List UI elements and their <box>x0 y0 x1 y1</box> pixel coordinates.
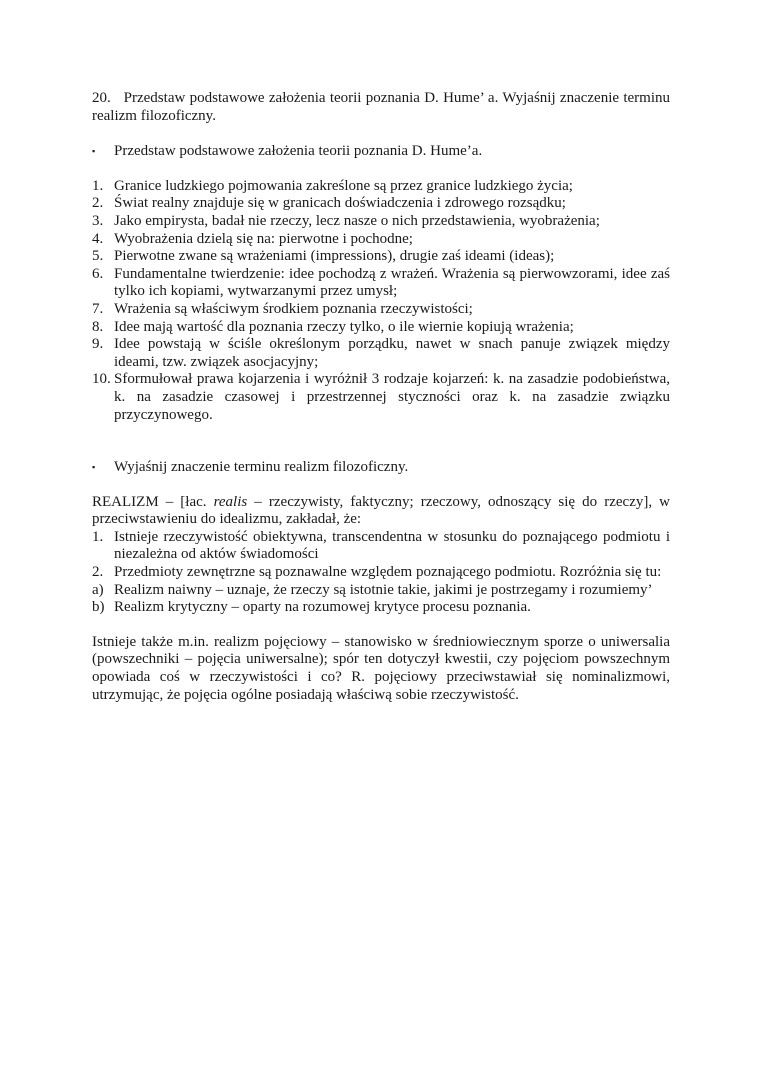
list-item: 7. Wrażenia są właściwym środkiem poznania rzeczywistości; <box>92 300 473 317</box>
square-bullet-icon: ▪ <box>92 146 96 157</box>
question-text: Przedstaw podstawowe założenia teorii poznania D. Hume’ a. Wyjaśnij znaczenie terminu realizm filozoficzny. <box>92 90 670 124</box>
list-item: 3. Jako empirysta, badał nie rzeczy, lecz nasze o nich przedstawienia, wyobrażenia; <box>92 212 600 229</box>
list-item: a) Realizm naiwny – uznaje, że rzeczy są istotnie takie, jakimi je postrzegamy i rozumiemy’ <box>92 581 653 598</box>
question-paragraph <box>92 90 670 125</box>
list-item: 4. Wyobrażenia dzielą się na: pierwotne i pochodne; <box>92 230 413 247</box>
hume-list <box>92 178 670 424</box>
section2-heading <box>92 459 670 477</box>
list-item: 2. Przedmioty zewnętrzne są poznawalne względem poznającego podmiotu. Rozróżnia się tu: <box>92 564 662 581</box>
document-page <box>92 90 670 704</box>
latin-term: realis <box>213 493 248 510</box>
list-item: 9. Idee powstają w ściśle określonym porządku, nawet w snach panuje związek między ideami, tzw. związek asocjacyjny; <box>92 336 670 370</box>
list-item: 6. Fundamentalne twierdzenie: idee pochodzą z wrażeń. Wrażenia są pierwowzorami, idee zaś tylko ich kopiami, wytwarzanymi przez umysł; <box>92 265 670 300</box>
list-item: 8. Idee mają wartość dla poznania rzeczy tylko, o ile wiernie kopiują wrażenia; <box>92 318 574 335</box>
list-item: 1. Istnieje rzeczywistość obiektywna, transcendentna w stosunku do poznającego podmiotu i niezależna od aktów świadomości <box>92 528 670 563</box>
list-item: b) Realizm krytyczny – oparty na rozumowej krytyce procesu poznania. <box>92 599 531 616</box>
section2-heading-text: Wyjaśnij znaczenie terminu realizm filozoficzny. <box>114 459 409 476</box>
section1-heading <box>92 143 670 161</box>
list-item: 2. Świat realny znajduje się w granicach doświadczenia i zdrowego rozsądku; <box>92 195 566 212</box>
closing-paragraph: Istnieje także m.in. realizm pojęciowy – stanowisko w średniowiecznym sporze o uniwersalia (powszechniki – pojęcia uniwersalne); spór ten dotyczył kwestii, czy pojęciom powszechnym opowiada coś w rzeczywistości i co? R. pojęciowy przeciwstawiał się nominalizmowi, utrzymując, że pojęcia ogólne posiadają właściwą sobie rzeczywistość. <box>92 633 670 703</box>
section1-heading-text: Przedstaw podstawowe założenia teorii poznania D. Hume’a. <box>114 143 483 160</box>
square-bullet-icon: ▪ <box>92 462 96 473</box>
realism-list <box>92 529 670 617</box>
list-item: 10. Sformułował prawa kojarzenia i wyróżnił 3 rodzaje kojarzeń: k. na zasadzie podobieństwa, k. na zasadzie czasowej i przestrzennej styczności oraz k. na zasadzie związku przyczynowego. <box>92 371 670 423</box>
realism-definition: REALIZM – [łac. realis – rzeczywisty, faktyczny; rzeczowy, odnoszący się do rzeczy], w przeciwstawieniu do idealizmu, zakładał, że: <box>92 493 670 528</box>
list-item: 5. Pierwotne zwane są wrażeniami (impressions), drugie zaś ideami (ideas); <box>92 248 555 265</box>
question-number: 20. <box>92 90 111 106</box>
list-item: 1. Granice ludzkiego pojmowania zakreślone są przez granice ludzkiego życia; <box>92 177 573 194</box>
